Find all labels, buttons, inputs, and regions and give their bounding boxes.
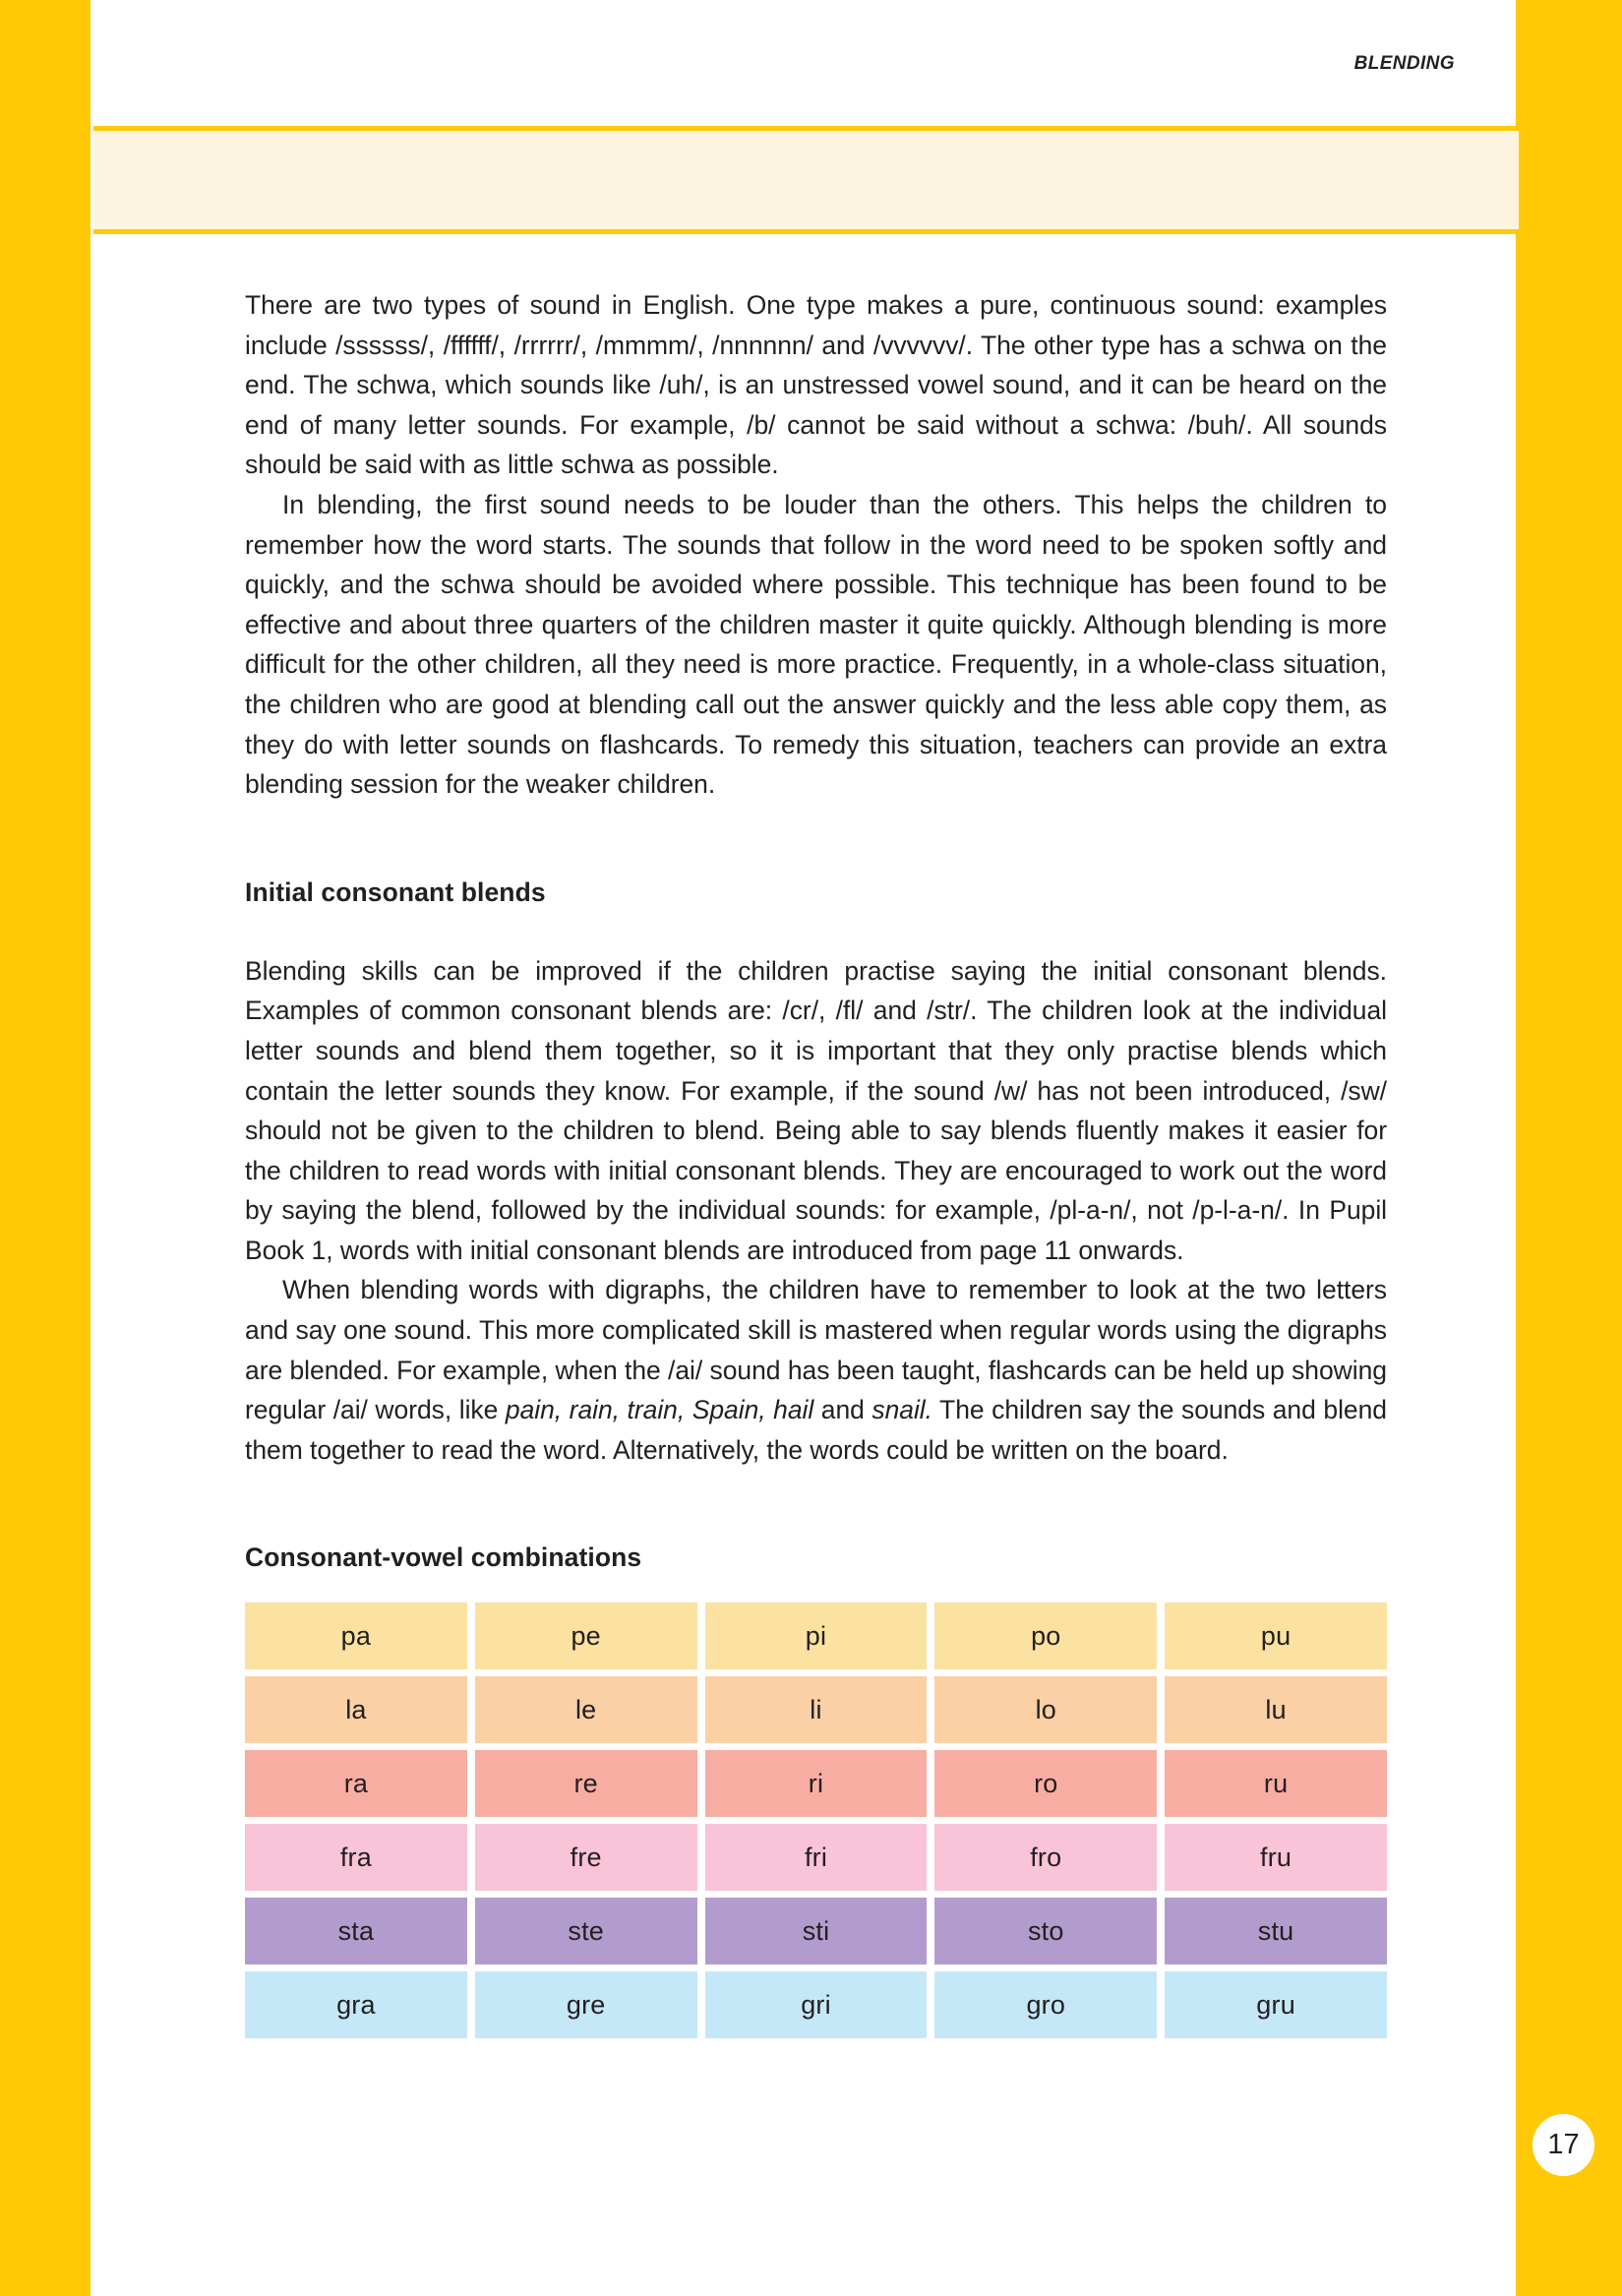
heading-consonant-vowel-combinations: Consonant-vowel combinations: [245, 1542, 642, 1573]
grid-cell: la: [245, 1676, 467, 1743]
heading-initial-consonant-blends: Initial consonant blends: [245, 876, 546, 907]
callout-band: [93, 126, 1519, 234]
grid-cell: fre: [475, 1824, 697, 1891]
grid-cell: fro: [934, 1824, 1157, 1891]
grid-cell: po: [934, 1602, 1157, 1669]
running-head-text: blending: [1353, 44, 1455, 75]
grid-cell: gro: [934, 1971, 1157, 2038]
grid-cell: ste: [475, 1898, 697, 1964]
digraph-text-part-1: When blending words with digraphs, the children have to remember to look at the two letters and say one sound. This more complicated skill is mastered when regular words using the digraphs are blended. For example, when the /ai/ sound has been taught, flashcards can be held up showing regular /ai/ words, like: [245, 1275, 1387, 1425]
grid-cell: pu: [1165, 1602, 1387, 1669]
right-yellow-border: [1516, 0, 1622, 2296]
grid-cell: fri: [705, 1824, 928, 1891]
grid-cell: ra: [245, 1750, 467, 1817]
grid-cell: ri: [705, 1750, 928, 1817]
consonant-vowel-grid: [245, 1602, 1387, 2038]
digraph-text-part-2: and: [813, 1395, 872, 1425]
grid-cell: gru: [1165, 1971, 1387, 2038]
grid-cell: gri: [705, 1971, 928, 2038]
grid-cell: fru: [1165, 1824, 1387, 1891]
page-number-text: 17: [1547, 2129, 1580, 2160]
spacer: [245, 1470, 1387, 1542]
running-head: [90, 0, 1516, 120]
page-number-badge: [1532, 2114, 1594, 2176]
digraph-example-words-1: pain, rain, train, Spain, hail: [505, 1395, 814, 1425]
grid-cell: li: [705, 1676, 928, 1743]
grid-cell: lu: [1165, 1676, 1387, 1743]
grid-cell: sti: [705, 1898, 928, 1964]
grid-cell: fra: [245, 1824, 467, 1891]
grid-cell: re: [475, 1750, 697, 1817]
paragraph-digraph-blending: [245, 1270, 1387, 1470]
grid-cell: lo: [934, 1676, 1157, 1743]
grid-cell: gre: [475, 1971, 697, 2038]
grid-cell: sto: [934, 1898, 1157, 1964]
grid-cell: stu: [1165, 1898, 1387, 1964]
grid-cell: gra: [245, 1971, 467, 2038]
digraph-text-part-3: The children say the sounds and blend them together to read the word. Alternatively, the words could be written on the board.: [245, 1395, 1387, 1465]
grid-cell: pe: [475, 1602, 697, 1669]
paragraph-blending-technique: In blending, the first sound needs to be louder than the others. This helps the children to remember how the word starts. The sounds that follow in the word need to be spoken softly and quickly, and the schwa should be avoided where possible. This technique has been found to be effective and about three quarters of the children master it quite quickly. Although blending is more difficult for the other children, all they need is more practice. Frequently, in a whole-class situation, the children who are good at blending call out the answer quickly and the less able copy them, as they do with letter sounds on flashcards. To remedy this situation, teachers can provide an extra blending session for the weaker children.: [245, 489, 1387, 800]
body-content: [245, 285, 1387, 2038]
digraph-example-words-2: snail.: [871, 1395, 932, 1425]
grid-cell: le: [475, 1676, 697, 1743]
spacer: [245, 805, 1387, 877]
left-yellow-border: [0, 0, 90, 2296]
grid-cell: sta: [245, 1898, 467, 1964]
spacer: [245, 908, 1387, 951]
paragraph-blend-practice: Blending skills can be improved if the children practise saying the initial consonant blends. Examples of common consonant blends are: /cr/, /fl/ and /str/. The children look at the individual letter sounds and blend them together, so it is important that they only practise blends which contain the letter sounds they know. For example, if the sound /w/ has not been introduced, /sw/ should not be given to the children to blend. Being able to say blends fluently makes it easier for the children to read words with initial consonant blends. They are encouraged to work out the word by saying the blend, followed by the individual sounds: for example, /pl-a-n/, not /p-l-a-n/. In Pupil Book 1, words with initial consonant blends are introduced from page 11 onwards.: [245, 955, 1387, 1265]
grid-cell: ro: [934, 1750, 1157, 1817]
paragraph-intro-sounds: There are two types of sound in English. One type makes a pure, continuous sound: examples include /ssssss/, /ffffff/, /rrrrrr/, /mmmm/, /nnnnnn/ and /vvvvvv/. The other type has a schwa on the end. The schwa, which sounds like /uh/, is an unstressed vowel sound, and it can be heard on the end of many letter sounds. For example, /b/ cannot be said without a schwa: /buh/. All sounds should be said with as little schwa as possible.: [245, 290, 1387, 480]
grid-cell: ru: [1165, 1750, 1387, 1817]
grid-cell: pa: [245, 1602, 467, 1669]
grid-cell: pi: [705, 1602, 928, 1669]
